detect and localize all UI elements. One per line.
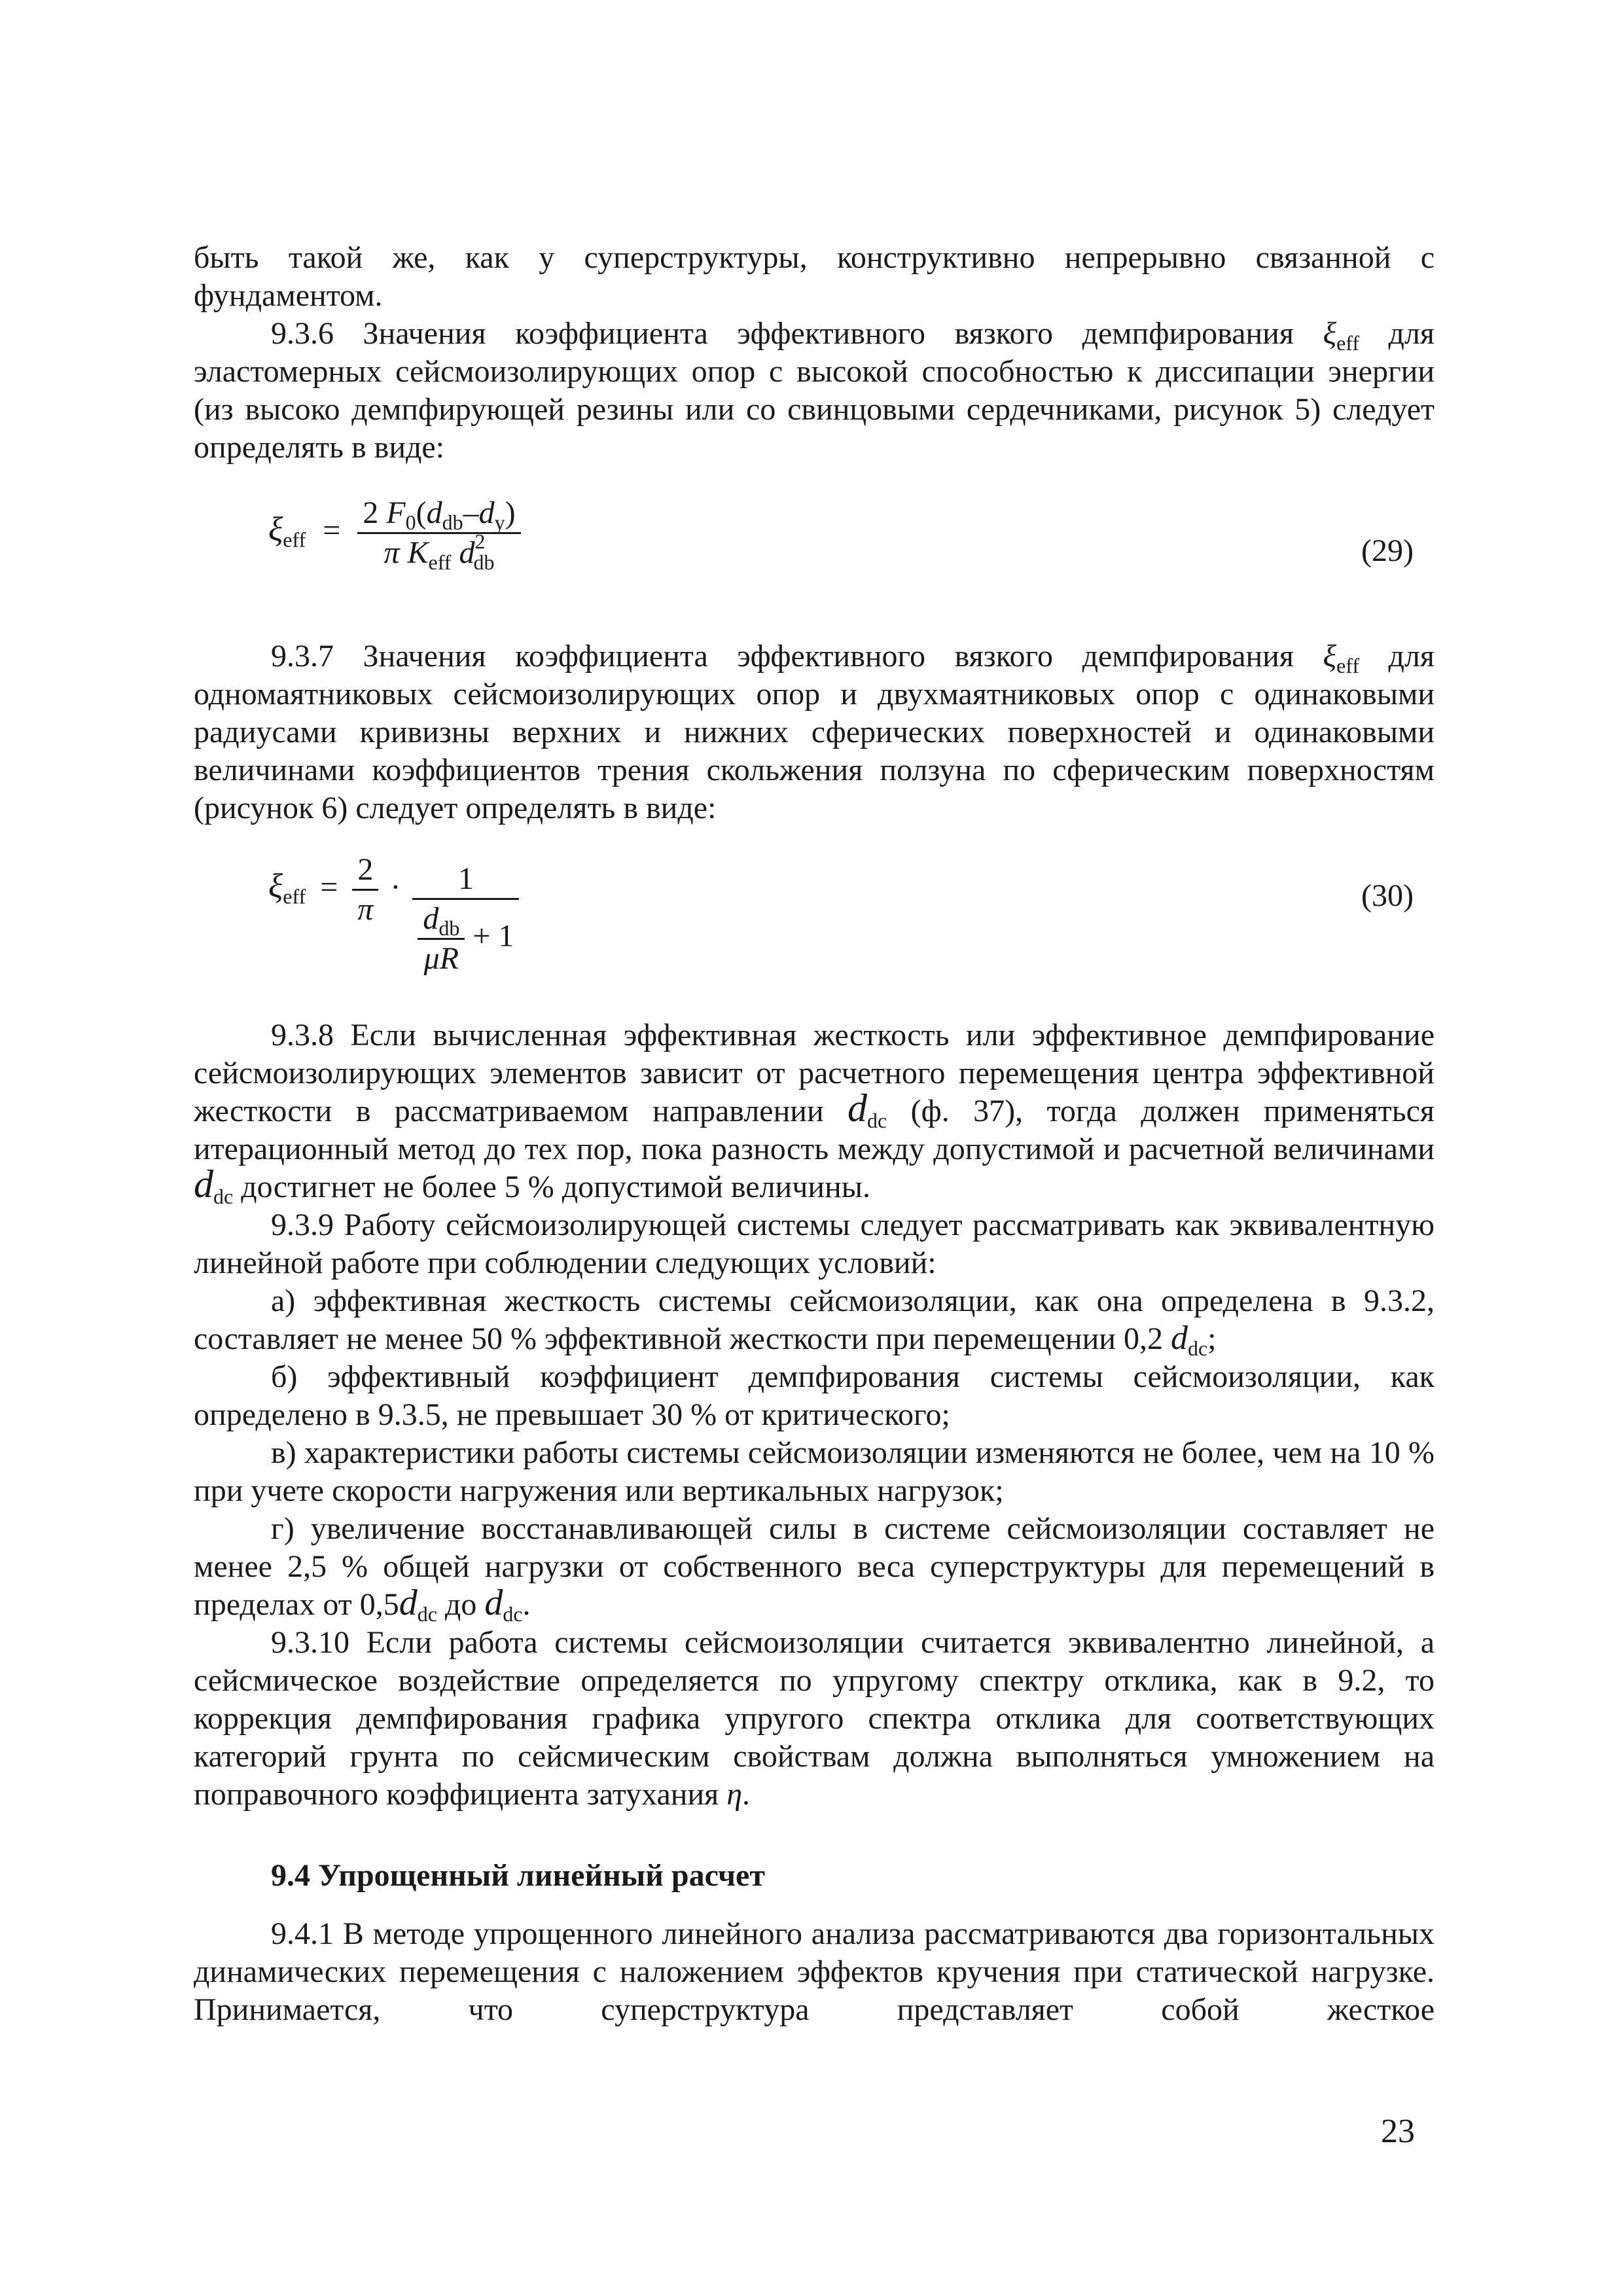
- dc-subscript: dc: [1187, 1336, 1208, 1360]
- p937-text-a: 9.3.7 Значения коэффициента эффективного вязкого демпфирования: [271, 639, 1323, 673]
- intro-line-1: быть такой же, как у суперструктуры, конструктивно непрерывно связанной с: [194, 240, 1435, 275]
- intro-line-2: фундаментом.: [194, 278, 383, 313]
- p937-text-b: для одномаятниковых сейсмоизолирующих опор и двухмаятниковых опор с одинаковыми радиусами кривизны верхних и нижних сферических поверхностей и одинаковыми величинами коэффициентов трения скольжения ползуна по сферическим поверхностям (рисунок 6) следует определять в виде:: [194, 639, 1435, 825]
- formula29-coef: 2: [363, 495, 379, 530]
- section-heading-9-4: [194, 1857, 1435, 1895]
- d-var: d: [847, 1086, 868, 1130]
- formula30-plus-one: + 1: [473, 918, 514, 954]
- formula29-denominator: [357, 529, 520, 574]
- d-var: d: [484, 1583, 503, 1623]
- paragraph-9-3-9: 9.3.9 Работу сейсмоизолирующей системы следует рассматривать как эквивалентную линейной работе при соблюдении следующих условий:: [194, 1208, 1435, 1280]
- formula29-numerator: [357, 494, 520, 534]
- formula30-d-sub: db: [438, 916, 460, 940]
- d-var: d: [194, 1162, 213, 1206]
- formula30-first-fraction: [352, 851, 378, 929]
- paragraph-9-3-10: [194, 1624, 1435, 1814]
- formula-30: [268, 851, 519, 978]
- formula29-F-sub: 0: [405, 511, 416, 534]
- formula30-one: 1: [412, 860, 519, 900]
- item-g-text: г) увеличение восстанавливающей силы в системе сейсмоизоляции составляет не менее 2,5 % общей нагрузки от собственного веса суперструктуры для перемещений в пределах от 0,5: [194, 1511, 1435, 1622]
- item-g-to: до: [437, 1587, 485, 1622]
- d-var: d: [399, 1583, 418, 1623]
- eff-subscript: eff: [1336, 331, 1359, 355]
- formula29-equals: =: [323, 512, 341, 548]
- d-var: d: [1170, 1319, 1188, 1357]
- formula29-rparen: ): [505, 495, 516, 530]
- item-a-text: а) эффективная жесткость системы сейсмоизоляции, как она определена в 9.3.2, составляет не менее 50 % эффективной жесткости при перемещении 0,2: [194, 1283, 1435, 1356]
- paragraph-9-3-8: [194, 1016, 1435, 1206]
- formula29-d3: d: [459, 535, 475, 570]
- paragraph-9-4-1: [194, 1915, 1435, 2029]
- heading-9-4: 9.4 Упрощенный линейный расчет: [271, 1858, 765, 1893]
- eta-symbol: η: [726, 1777, 743, 1812]
- formula29-d3-sup: 2: [474, 529, 486, 553]
- paragraph-9-3-7: [194, 637, 1435, 827]
- p9310-end: .: [742, 1777, 751, 1812]
- formula29-fraction: [357, 494, 520, 572]
- paragraph-9-3-6: [194, 315, 1435, 467]
- p941-text: 9.4.1 В методе упрощенного линейного анализа рассматриваются два горизонтальных динамических перемещения с наложением эффектов кручения при статической нагрузке. Принимается, что суперструктура представляет собой жесткое: [194, 1916, 1435, 2027]
- formula29-pi: π: [383, 535, 400, 570]
- dc-subscript: dc: [213, 1185, 234, 1208]
- xi-symbol: ξ: [1323, 639, 1337, 673]
- formula29-eff: eff: [283, 528, 306, 552]
- formula30-xi: ξ: [268, 867, 283, 905]
- formula30-mu-r: μR: [423, 941, 459, 976]
- formula30-nested-denominator: [412, 900, 519, 978]
- paragraph-intro: [194, 239, 1435, 315]
- p936-text-b: для эластомерных сейсмоизолирующих опор с высокой способностью к диссипации энергии (из высоко демпфирующей резины или со свинцовыми сердечниками, рисунок 5) следует определять в виде:: [194, 316, 1435, 465]
- p938-text-b: (ф. 37), тогда должен применяться итерационный метод до тех пор, пока разность между допустимой и расчетной величинами: [194, 1094, 1435, 1166]
- formula29-d1-sub: db: [442, 511, 463, 534]
- formula30-equals: =: [320, 869, 338, 905]
- p936-text-a: 9.3.6 Значения коэффициента эффективного вязкого демпфирования: [271, 316, 1323, 351]
- formula29-minus: –: [463, 495, 479, 530]
- dc-subscript: dc: [867, 1109, 887, 1132]
- formula30-pi: π: [357, 892, 374, 927]
- formula29-d2: d: [478, 495, 495, 530]
- p938-text-a: 9.3.8 Если вычисленная эффективная жесткость или эффективное демпфирование сейсмоизолирующих элементов зависит от расчетного перемещения центра эффективной жесткости в рассматриваемом направлении: [194, 1018, 1435, 1128]
- list-item-v: в) характеристики работы системы сейсмоизоляции изменяются не более, чем на 10 % при учете скорости нагружения или вертикальных нагрузок;: [194, 1435, 1435, 1508]
- page-number: 23: [1381, 2113, 1415, 2150]
- formula30-inner-fraction: [418, 900, 465, 978]
- formula29-K-sub: eff: [428, 550, 452, 574]
- formula30-two: 2: [352, 851, 378, 891]
- formula29-d3-sub: db: [473, 550, 495, 574]
- equation-number-29: (29): [1361, 533, 1414, 568]
- equation-number-30: (30): [1361, 878, 1414, 913]
- formula29-F: F: [386, 495, 406, 530]
- item-a-end: ;: [1207, 1321, 1217, 1356]
- formula30-dot: ·: [390, 869, 401, 905]
- formula29-lparen: (: [416, 495, 427, 530]
- formula29-d1: d: [426, 495, 442, 530]
- list-item-g: [194, 1510, 1435, 1624]
- p938-text-c: достигнет не более 5 % допустимой величины.: [233, 1170, 871, 1204]
- formula-29: [268, 494, 521, 572]
- formula29-d2-sub: y: [494, 511, 505, 534]
- p9310-text: 9.3.10 Если работа системы сейсмоизоляции считается эквивалентно линейной, а сейсмическое воздействие определяется по упругому спектру отклика, как в 9.2, то коррекция демпфирования графика упругого спектра отклика для соответствующих категорий грунта по сейсмическим свойствам должна выполняться умножением на поправочного коэффициента затухания: [194, 1625, 1435, 1812]
- dc-subscript: dc: [503, 1602, 523, 1626]
- formula30-second-fraction: [412, 860, 519, 978]
- list-item-a: [194, 1282, 1435, 1358]
- formula29-K: K: [407, 535, 429, 570]
- paragraph-9-3-9-group: [194, 1206, 1435, 1814]
- formula30-inner-num: [418, 900, 465, 940]
- item-g-end: .: [522, 1587, 531, 1622]
- formula29-xi: ξ: [268, 511, 283, 548]
- formula30-eff: eff: [283, 884, 306, 908]
- dc-subscript: dc: [417, 1602, 437, 1626]
- list-item-b: б) эффективный коэффициент демпфирования системы сейсмоизоляции, как определено в 9.3.5, не превышает 30 % от критического;: [194, 1359, 1435, 1432]
- eff-subscript: eff: [1336, 654, 1359, 677]
- formula30-d: d: [423, 901, 439, 936]
- xi-symbol: ξ: [1323, 316, 1337, 351]
